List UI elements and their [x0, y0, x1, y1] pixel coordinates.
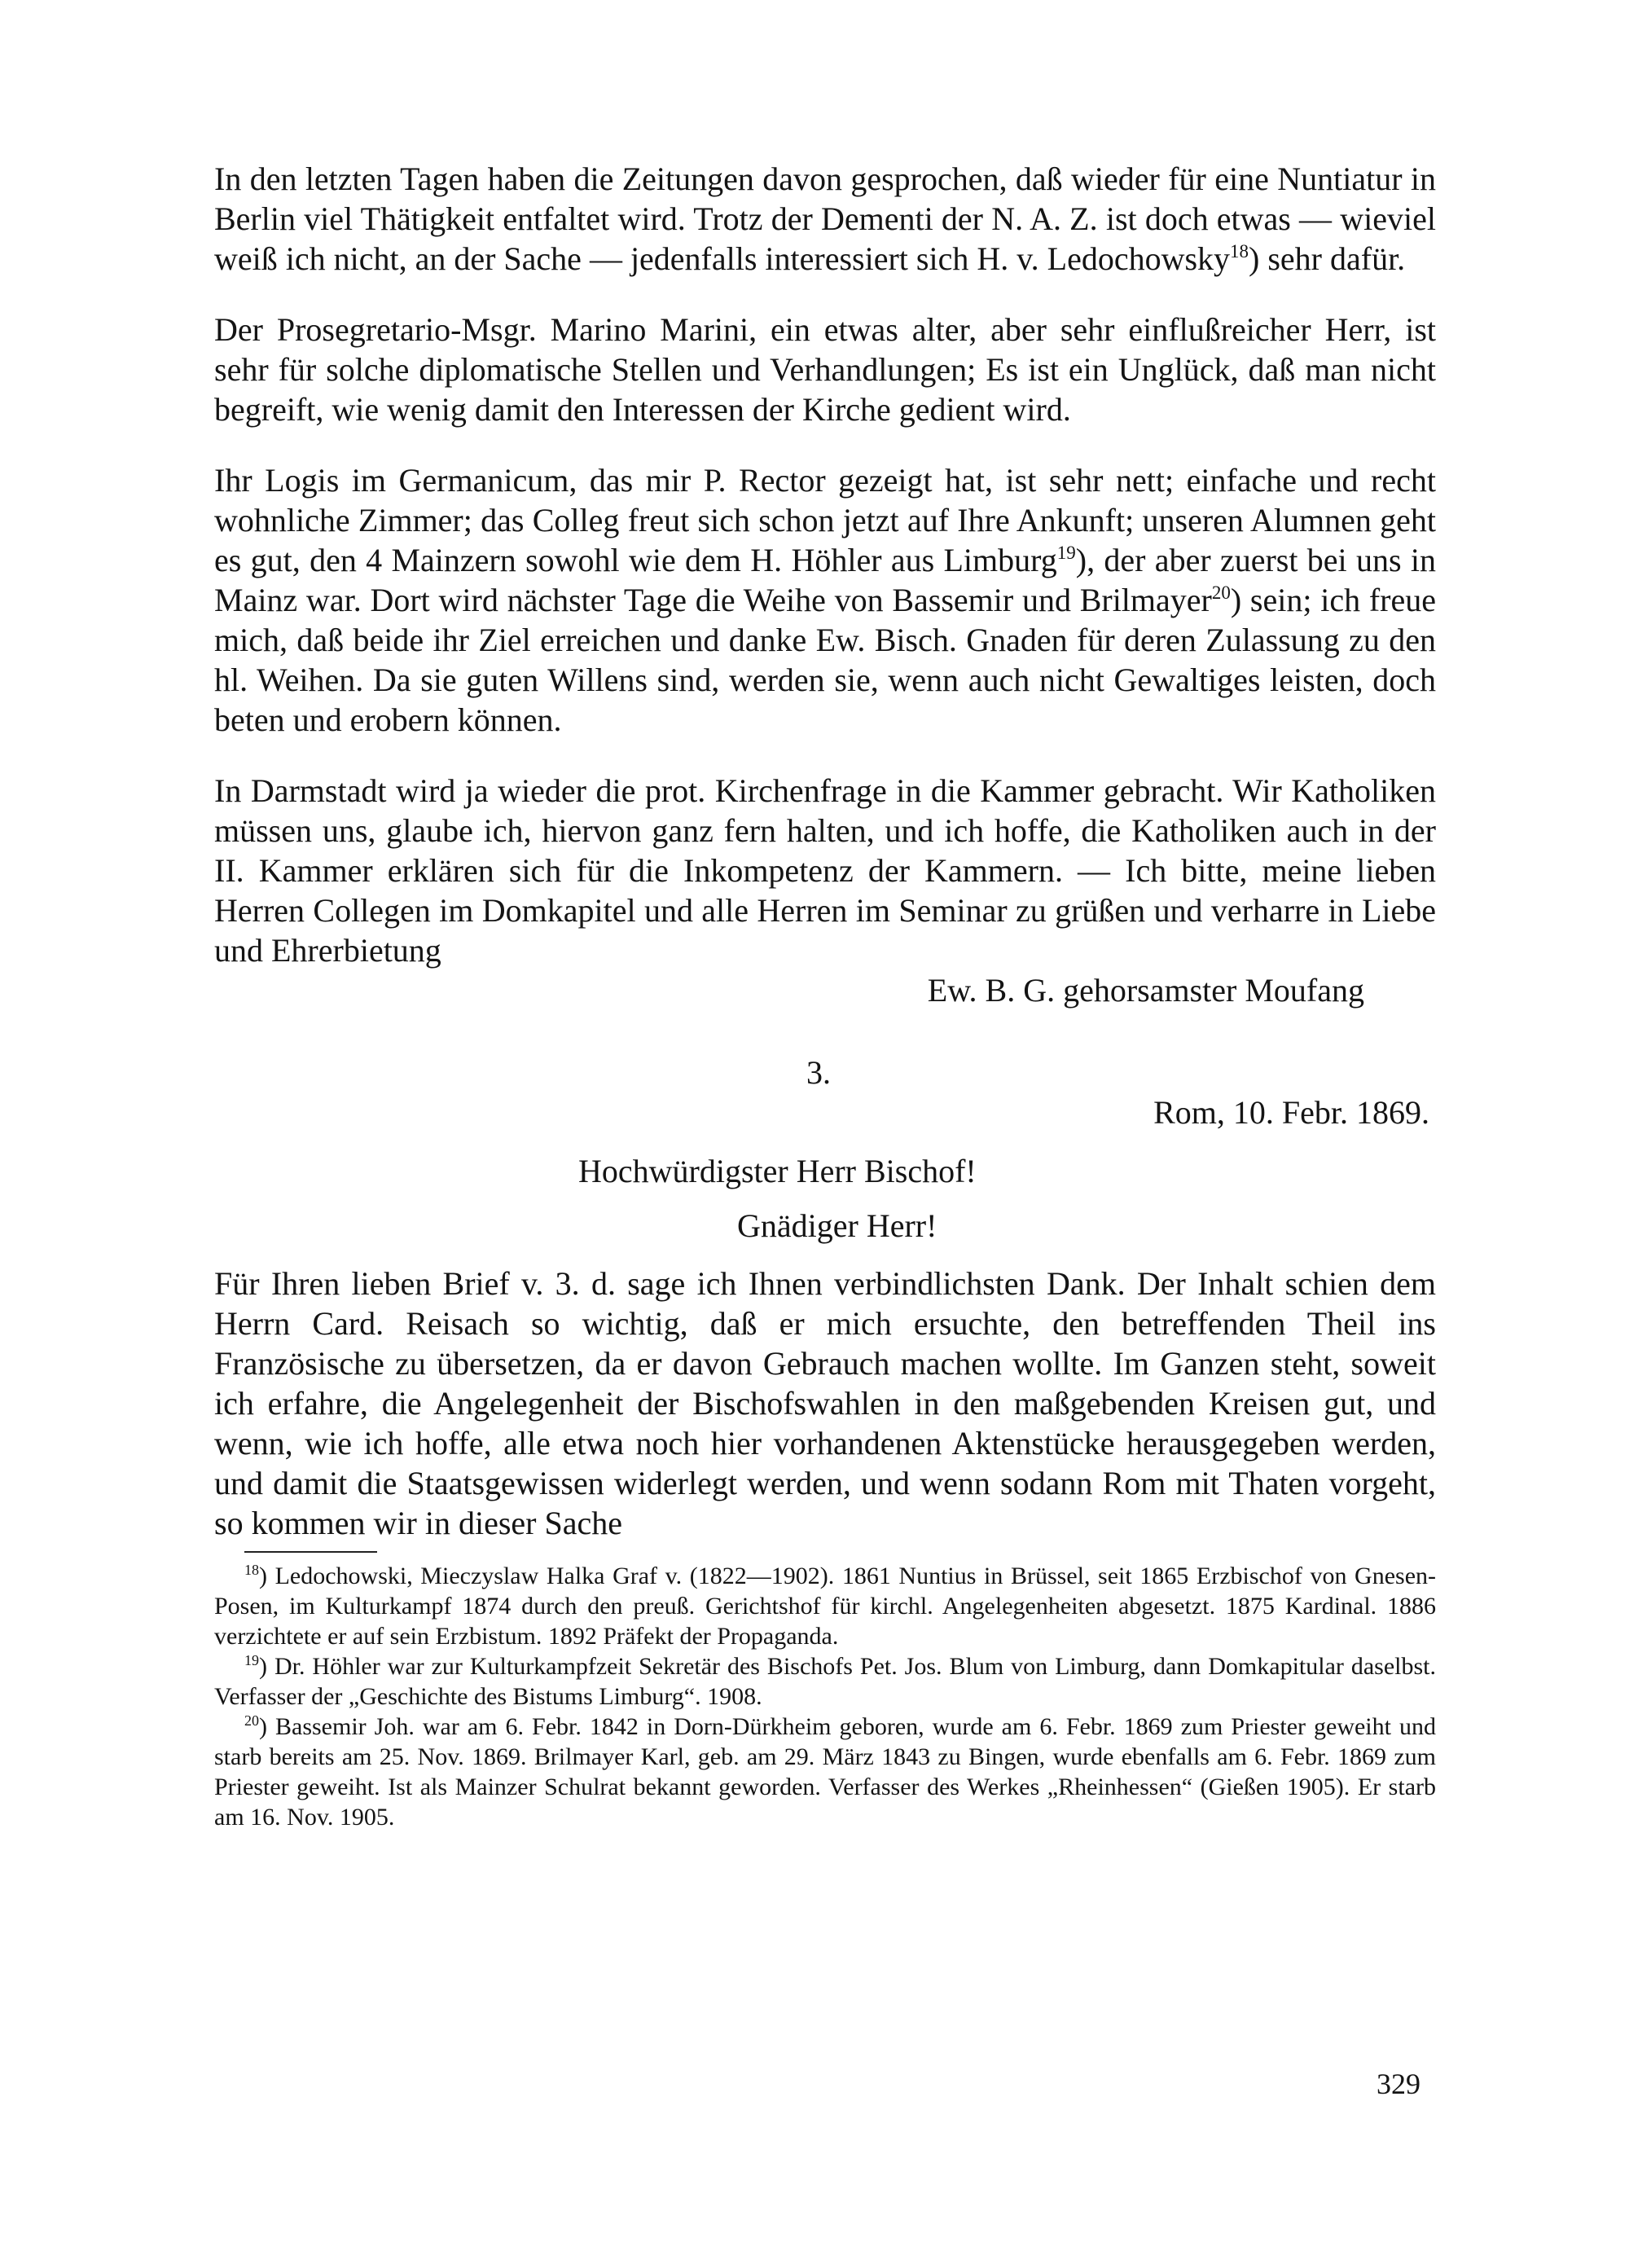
- paragraph-2: Der Prosegretario-Msgr. Marino Marini, ein etwas alter, aber sehr einflußreicher Herr, ist sehr für solche diplomatische Stellen und Verhandlungen; Es ist ein Unglück, daß man nicht begreift, wie wenig damit den Interessen der Kirche gedient wird.: [214, 311, 1436, 428]
- footnote-18-text: ) Ledochowski, Mieczyslaw Halka Graf v. (1822—1902). 1861 Nuntius in Brüssel, seit 1865 Erzbischof von Gnesen-Posen, im Kulturkampf 1874 durch den preuß. Gerichtshof für kirchl. Angelegenheiten abgesetzt. 1875 Kardinal. 1886 verzichtete er auf sein Erzbistum. 1892 Präfekt der Propaganda.: [214, 1563, 1436, 1650]
- paragraph-3-part-2: ), der aber zuerst bei uns in Mainz war. Dort wird nächster Tage die Weihe von Bassemir und Brilmayer: [214, 542, 1436, 618]
- footnote-ref-20[interactable]: 20: [1211, 582, 1231, 603]
- paragraph-1: [214, 159, 1436, 279]
- footnote-20-number: 20: [244, 1712, 259, 1729]
- footnote-divider: [244, 1551, 377, 1553]
- page-number: 329: [1377, 2068, 1420, 2100]
- page-body: [214, 159, 1436, 1832]
- letter-number: 3.: [806, 1054, 831, 1091]
- footnote-ref-18[interactable]: 18: [1230, 241, 1249, 262]
- paragraph-4: In Darmstadt wird ja wieder die prot. Kirchenfrage in die Kammer gebracht. Wir Katholiken müssen uns, glaube ich, hiervon ganz fern halten, und ich hoffe, die Katholiken auch in der II. Kammer erklären sich für die Inkompetenz der Kammern. — Ich bitte, meine lieben Herren Collegen im Domkapitel und alle Herren im Seminar zu grüßen und verharre in Liebe und Ehrerbietung: [214, 772, 1436, 969]
- footnote-19: [214, 1651, 1436, 1712]
- paragraph-1-text: In den letzten Tagen haben die Zeitungen davon gesprochen, daß wieder für eine Nuntiatur in Berlin viel Thätigkeit entfaltet wird. Trotz der Dementi der N. A. Z. ist doch etwas — wieviel weiß ich nicht, an der Sache — jedenfalls interessiert sich H. v. Ledochowsky: [214, 160, 1436, 277]
- paragraph-3-part-3: ) sein; ich freue mich, daß beide ihr Ziel erreichen und danke Ew. Bisch. Gnaden für deren Zulassung zu den hl. Weihen. Da sie guten Willens sind, werden sie, wenn auch nicht Gewaltiges leisten, doch beten und erobern können.: [214, 582, 1436, 738]
- paragraph-3: [214, 460, 1436, 740]
- footnote-18: [214, 1561, 1436, 1651]
- footnote-ref-19[interactable]: 19: [1056, 543, 1076, 563]
- place-date: Rom, 10. Febr. 1869.: [1153, 1094, 1429, 1131]
- footnote-19-text: ) Dr. Höhler war zur Kulturkampfzeit Sekretär des Bischofs Pet. Jos. Blum von Limburg, dann Domkapitular daselbst. Verfasser der „Geschichte des Bistums Limburg“. 1908.: [214, 1653, 1436, 1710]
- footnote-20: [214, 1712, 1436, 1832]
- paragraph-3-part-1: Ihr Logis im Germanicum, das mir P. Rector gezeigt hat, ist sehr nett; einfache und recht wohnliche Zimmer; das Colleg freut sich schon jetzt auf Ihre Ankunft; unseren Alumnen geht es gut, den 4 Mainzern sowohl wie dem H. Höhler aus Limburg: [214, 462, 1436, 578]
- salutation-1: Hochwürdigster Herr Bischof!: [578, 1153, 977, 1189]
- salutation-2: Gnädiger Herr!: [737, 1207, 937, 1244]
- footnote-19-number: 19: [244, 1652, 259, 1668]
- letter-body: Für Ihren lieben Brief v. 3. d. sage ich Ihnen verbindlichsten Dank. Der Inhalt schien dem Herrn Card. Reisach so wichtig, daß er mich ersuchte, den betreffenden Theil ins Französische zu übersetzen, da er davon Gebrauch machen wollte. Im Ganzen steht, soweit ich erfahre, die Angelegenheit der Bischofswahlen in den maßgebenden Kreisen gut, und wenn, wie ich hoffe, alle etwa noch hier vorhandenen Aktenstücke herausgegeben werden, und damit die Staatsgewissen widerlegt werden, und wenn sodann Rom mit Thaten vorgeht, so kommen wir in dieser Sache: [214, 1265, 1436, 1541]
- footnote-18-number: 18: [244, 1562, 259, 1578]
- paragraph-1-tail: ) sehr dafür.: [1249, 240, 1406, 277]
- signature: Ew. B. G. gehorsamster Moufang: [927, 972, 1364, 1009]
- footnote-20-text: ) Bassemir Joh. war am 6. Febr. 1842 in Dorn-Dürkheim geboren, wurde am 6. Febr. 1869 zum Priester geweiht und starb bereits am 25. Nov. 1869. Brilmayer Karl, geb. am 29. März 1843 zu Bingen, wurde ebenfalls am 6. Febr. 1869 zum Priester geweiht. Ist als Mainzer Schulrat bekannt geworden. Verfasser des Werkes „Rheinhessen“ (Gießen 1905). Er starb am 16. Nov. 1905.: [214, 1713, 1436, 1831]
